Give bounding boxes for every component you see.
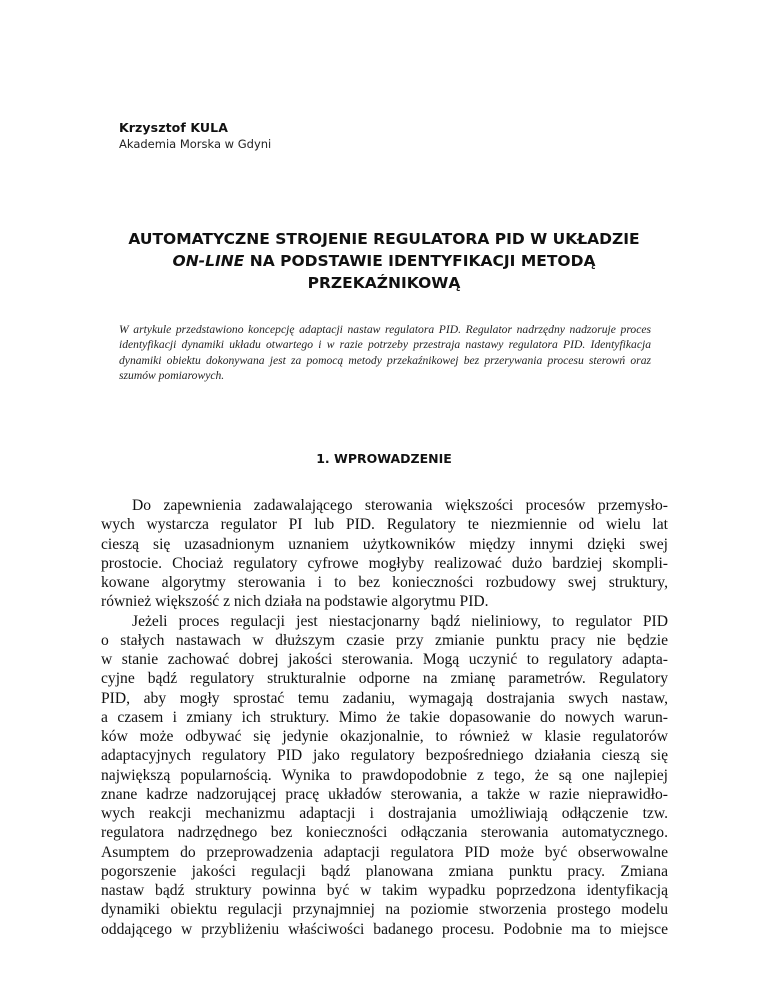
body-line: cyjne bądź regulatory strukturalnie odporne na zmianę parametrów. Regulatory [101, 670, 668, 688]
body-line: prostocie. Chociaż regulatory cyfrowe mogłyby realizować dużo bardziej skompli- [101, 554, 668, 572]
title-line-1: AUTOMATYCZNE STROJENIE REGULATORA PID W UKŁADZIE [128, 230, 640, 248]
body-line: a czasem i zmiany ich struktury. Mimo że takie dopasowanie do nowych warun- [101, 708, 668, 726]
body-line: cieszą się uzasadnionym uznaniem użytkowników między innymi dzięki swej [101, 535, 668, 553]
body-line: dynamiki obiektu regulacji przynajmniej na poziomie stworzenia prostego modelu [101, 901, 668, 919]
section-heading: 1. WPROWADZENIE [316, 451, 452, 466]
body-line: o stałych nastawach w dłuższym czasie przy zmianie punktu pracy nie będzie [101, 631, 668, 649]
title-line-2-rest: NA PODSTAWIE IDENTYFIKACJI METODĄ [244, 252, 596, 270]
body-line: Asumptem do przeprowadzenia adaptacji regulatora PID może być obserwowalne [101, 843, 668, 861]
abstract: W artykule przedstawiono koncepcję adaptacji nastaw regulatora PID. Regulator nadrzędny nadzoruje proces identyfikacji dynamiki układu otwartego i w razie potrzeby przestraja nastawy regulatora PID. Identyfikacja dynamiki obiektu dokonywana jest za pomocą metody przekaźnikowej bez przerywania procesu sterowń oraz szumów pomiarowych. [119, 323, 651, 382]
body-line: znane kadrze nadzorującej pracę układów sterowania, a także w razie nieprawidło- [101, 785, 668, 803]
body-line: największą popularnością. Wynika to prawdopodobnie z tego, że są one najlepiej [101, 766, 668, 784]
author-name: Krzysztof KULA [119, 120, 228, 135]
body-line: wych wystarcza regulator PI lub PID. Regulatory te niezmiennie od wielu lat [101, 516, 668, 534]
title-italic-term: ON-LINE [172, 252, 245, 270]
body-line: regulatora nadrzędnego bez konieczności odłączania sterowania automatycznego. [101, 824, 668, 842]
title-line-3: PRZEKAŹNIKOWĄ [307, 274, 461, 292]
body-text [101, 496, 668, 939]
body-line: oddającego w przybliżeniu właściwości badanego procesu. Podobnie ma to miejsce [101, 920, 668, 938]
body-line: Jeżeli proces regulacji jest niestacjonarny bądź nieliniowy, to regulator PID [132, 612, 668, 630]
author-block [119, 120, 271, 151]
body-line: wych reakcji mechanizmu adaptacji i dostrajania umożliwiają odłączenie tzw. [101, 805, 668, 822]
body-line: w stanie zachować dobrej jakości sterowania. Mogą uczynić to regulatory adapta- [101, 651, 668, 668]
body-line: ków może odbywać się jedynie okazjonalnie, to również w klasie regulatorów [101, 728, 668, 745]
author-affiliation: Akademia Morska w Gdyni [119, 137, 272, 151]
body-line: adaptacyjnych regulatory PID jako regulatory bezpośredniego działania cieszą się [101, 747, 668, 765]
body-line: PID, aby mogły sprostać temu zadaniu, wymagają dostrajania swych nastaw, [101, 689, 668, 707]
body-line: Do zapewnienia zadawalającego sterowania większości procesów przemysło- [132, 497, 668, 514]
body-line: również większość z nich działa na podstawie algorytmu PID. [101, 593, 489, 611]
body-line: pogorszenie jakości regulacji bądź planowana zmiana punktu pracy. Zmiana [101, 862, 668, 880]
title-line-2 [100, 250, 668, 272]
paper-title [100, 228, 668, 294]
body-line: kowane algorytmy sterowania i to bez konieczności rozbudowy swej struktury, [101, 574, 668, 591]
body-line: nastaw bądź struktury powinna być w takim wypadku poprzedzona identyfikacją [101, 882, 668, 899]
